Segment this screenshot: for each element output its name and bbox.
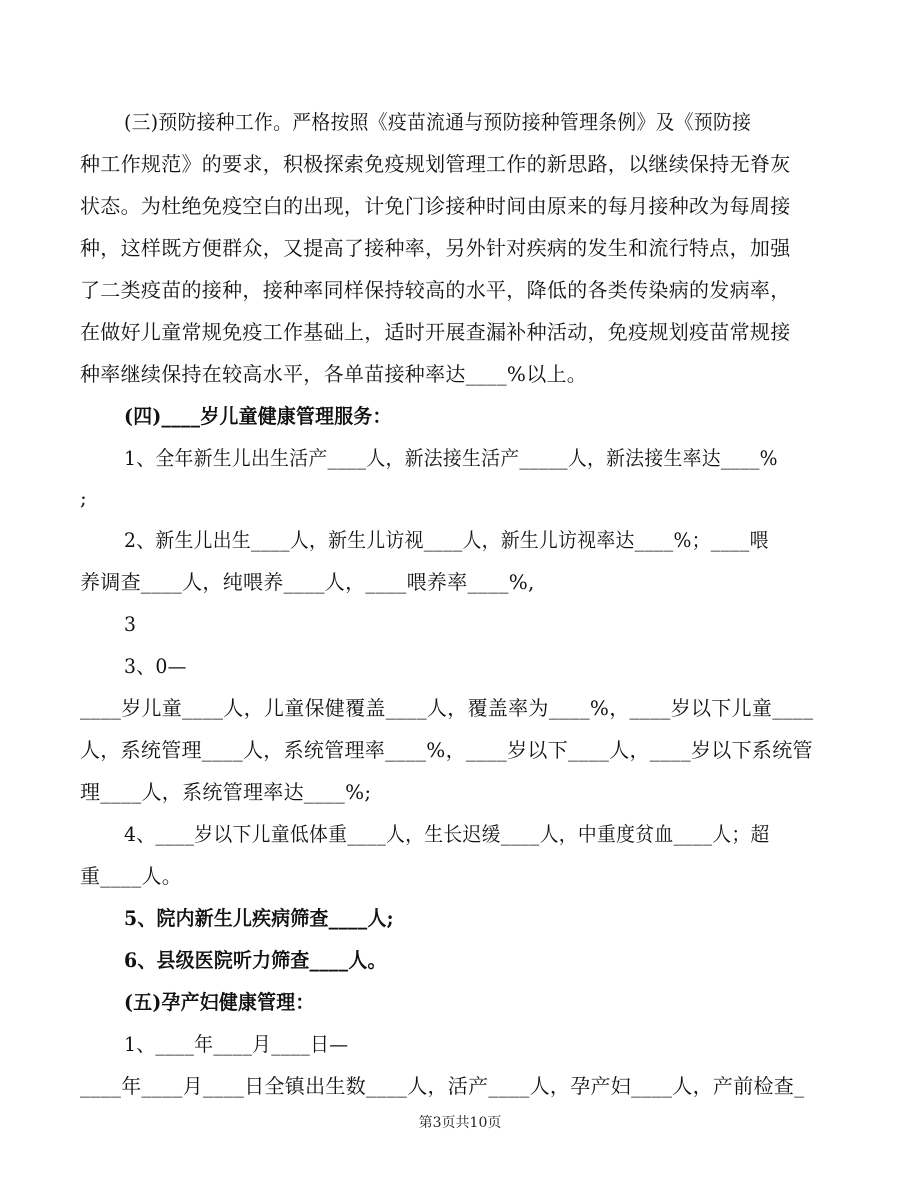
item-4-1-line-1: 1、全年新生儿出生活产____人，新法接生活产_____人，新法接生率达____% [124,446,778,470]
section-3-line-6: 在做好儿童常规免疫工作基础上，适时开展查漏补种活动，免疫规划疫苗常规接 [80,320,791,344]
section-3-line-7: 种率继续保持在较高水平，各单苗接种率达____%以上。 [80,362,588,386]
item-4-3-line-2: ____岁儿童____人，儿童保健覆盖____人，覆盖率为____%，____岁以下儿童____ [80,696,814,720]
stray-page-number: 3 [124,612,137,636]
section-3-line-5: 了二类疫苗的接种，接种率同样保持较高的水平，降低的各类传染病的发病率， [80,278,791,302]
item-4-3-line-1: 3、0— [124,654,187,678]
section-5-heading: (五)孕产妇健康管理： [124,990,315,1014]
item-4-4-line-1: 4、____岁以下儿童低体重____人，生长迟缓____人，中重度贫血____人；超 [124,822,770,846]
section-3-line-3: 状态。为杜绝免疫空白的出现，计免门诊接种时间由原来的每月接种改为每周接 [80,194,791,218]
item-4-3-line-4: 理____人，系统管理率达____%; [80,780,372,804]
item-4-1-line-2: ; [80,486,88,510]
item-4-6: 6、县级医院听力筛查____人。 [124,948,387,972]
item-4-5: 5、院内新生儿疾病筛查____人; [124,906,394,930]
section-3-line-4: 种，这样既方便群众，又提高了接种率，另外针对疾病的发生和流行特点，加强 [80,236,791,260]
item-5-1-line-1: 1、____年____月____日— [124,1032,349,1056]
item-4-4-line-2: 重____人。 [80,864,183,888]
section-3-line-2: 种工作规范》的要求，积极探索免疫规划管理工作的新思路，以继续保持无脊灰 [80,152,791,176]
item-4-2-line-2: 养调查____人，纯喂养____人，____喂养率____%, [80,570,535,594]
item-4-2-line-1: 2、新生儿出生____人，新生儿访视____人，新生儿访视率达____%；____喂 [124,528,769,552]
item-5-1-line-2: ____年____月____日全镇出生数____人，活产____人，孕产妇____人，产前检查_ [80,1074,805,1098]
item-4-3-line-3: 人，系统管理____人，系统管理率____%，____岁以下____人，____岁以下系统管 [80,738,813,762]
section-3-line-1: (三)预防接种工作。严格按照《疫苗流通与预防接种管理条例》及《预防接 [124,110,752,134]
page-footer: 第3页共10页 [418,1115,502,1131]
section-4-heading: (四)____岁儿童健康管理服务： [124,404,392,428]
